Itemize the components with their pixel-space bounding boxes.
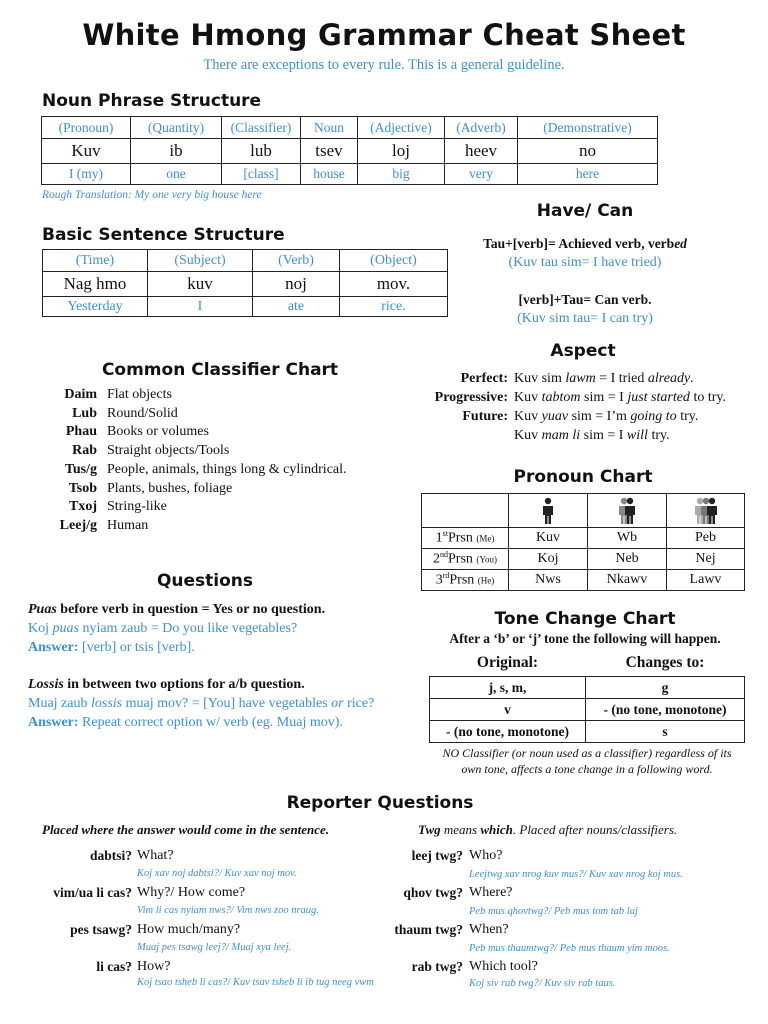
aspect-label: Perfect: bbox=[460, 371, 508, 386]
pronoun-row-label: 1stPrsn (Me) bbox=[422, 528, 509, 549]
pronoun-table bbox=[421, 493, 745, 591]
bs-hmong: Nag hmo bbox=[43, 272, 148, 297]
classifier-row: Phau Books or volumes bbox=[65, 424, 209, 440]
np-header: (Quantity) bbox=[131, 117, 222, 139]
bs-header: (Time) bbox=[43, 250, 148, 272]
reporter-example: Peb mus qhovtwg?/ Peb mus tom tab laj bbox=[469, 906, 638, 917]
reporter-meaning: Which tool? bbox=[469, 959, 538, 974]
reporter-left-intro: Placed where the answer would come in the sentence. bbox=[42, 822, 330, 837]
pronoun-cell: Nej bbox=[667, 549, 745, 570]
page-title: White Hmong Grammar Cheat Sheet bbox=[82, 18, 686, 52]
reporter-meaning: Who? bbox=[469, 848, 503, 863]
aspect-example: Kuv tabtom sim = I just started to try. bbox=[514, 390, 726, 405]
reporter-example: Koj xav noj dabtsi?/ Kuv xav noj mov. bbox=[137, 868, 297, 879]
have-can-rule-2: [verb]+Tau= Can verb. bbox=[518, 292, 652, 307]
np-english: big bbox=[358, 164, 445, 185]
bs-hmong: mov. bbox=[340, 272, 448, 297]
classifier-row: Rab Straight objects/Tools bbox=[72, 443, 230, 459]
reporter-meaning: What? bbox=[137, 848, 174, 863]
noun-phrase-table bbox=[41, 116, 658, 185]
basic-sentence-table bbox=[42, 249, 448, 317]
tone-original: - (no tone, monotone) bbox=[430, 721, 586, 743]
have-can-rule-1 bbox=[440, 236, 730, 252]
reporter-meaning: Why?/ How come? bbox=[137, 885, 246, 900]
np-english: house bbox=[301, 164, 358, 185]
question-answer-2: Answer: Repeat correct option w/ verb (eg. Muaj mov). bbox=[28, 715, 343, 730]
bs-header: (Verb) bbox=[253, 250, 340, 272]
pronoun-corner bbox=[422, 494, 509, 528]
pronoun-row-label: 2ndPrsn (You) bbox=[422, 549, 509, 570]
classifier-row: Tsob Plants, bushes, foliage bbox=[68, 480, 233, 496]
reporter-word: thaum twg? bbox=[394, 922, 463, 937]
np-english: very bbox=[445, 164, 518, 185]
singular-icon bbox=[509, 494, 588, 528]
aspect-label: Progressive: bbox=[434, 390, 508, 405]
bs-header: (Object) bbox=[340, 250, 448, 272]
dual-icon bbox=[588, 494, 667, 528]
np-hmong: lub bbox=[222, 139, 301, 164]
pronoun-cell: Neb bbox=[588, 549, 667, 570]
reporter-meaning: How much/many? bbox=[137, 922, 241, 937]
tone-changed: g bbox=[586, 677, 745, 699]
have-can-example-2: (Kuv sim tau= I can try) bbox=[517, 311, 653, 326]
tone-heading: Tone Change Chart bbox=[494, 609, 676, 629]
tone-col-changes: Changes to: bbox=[625, 654, 705, 671]
rough-translation: Rough Translation: My one very big house here bbox=[42, 189, 262, 201]
reporter-right-intro: Twg means which. Placed after nouns/classifiers. bbox=[418, 822, 678, 837]
pronoun-cell: Koj bbox=[509, 549, 588, 570]
aspect-heading: Aspect bbox=[550, 341, 616, 361]
question-rule-1: Puas before verb in question = Yes or no question. bbox=[28, 602, 326, 617]
noun-phrase-heading: Noun Phrase Structure bbox=[42, 91, 262, 111]
np-header: (Demonstrative) bbox=[518, 117, 658, 139]
tone-changed: s bbox=[586, 721, 745, 743]
reporter-heading: Reporter Questions bbox=[286, 793, 474, 813]
np-header: (Pronoun) bbox=[42, 117, 131, 139]
np-english: [class] bbox=[222, 164, 301, 185]
rule-text: Tau+[verb]= Achieved verb, verb bbox=[483, 236, 675, 251]
np-header: (Adverb) bbox=[445, 117, 518, 139]
pronoun-cell: Nkawv bbox=[588, 570, 667, 591]
aspect-example: Kuv mam li sim = I will try. bbox=[514, 428, 670, 443]
classifier-row: Tus/g People, animals, things long & cylindrical. bbox=[64, 461, 347, 477]
classifier-row: Leej/g Human bbox=[59, 517, 149, 533]
plural-icon bbox=[667, 494, 745, 528]
question-rule-2: Lossis in between two options for a/b question. bbox=[28, 677, 305, 692]
reporter-word: leej twg? bbox=[411, 848, 463, 863]
bs-english: ate bbox=[253, 297, 340, 317]
bs-hmong: noj bbox=[253, 272, 340, 297]
bs-english: rice. bbox=[340, 297, 448, 317]
page-subtitle: There are exceptions to every rule. This is a general guideline. bbox=[203, 57, 565, 73]
np-header: (Classifier) bbox=[222, 117, 301, 139]
reporter-meaning: How? bbox=[137, 959, 171, 974]
bs-english: Yesterday bbox=[43, 297, 148, 317]
aspect-example: Kuv sim lawm = I tried already. bbox=[514, 371, 694, 386]
np-english: here bbox=[518, 164, 658, 185]
reporter-meaning: Where? bbox=[469, 885, 513, 900]
reporter-meaning: When? bbox=[469, 922, 509, 937]
np-english: I (my) bbox=[42, 164, 131, 185]
np-hmong: loj bbox=[358, 139, 445, 164]
pronoun-cell: Lawv bbox=[667, 570, 745, 591]
classifier-row: Lub Round/Solid bbox=[72, 405, 178, 421]
question-answer-1: Answer: [verb] or tsis [verb]. bbox=[28, 640, 195, 655]
pronoun-heading: Pronoun Chart bbox=[513, 467, 653, 487]
tone-original: j, s, m, bbox=[430, 677, 586, 699]
reporter-example: Koj siv rab twg?/ Kuv siv rab taus. bbox=[469, 978, 616, 989]
questions-heading: Questions bbox=[156, 571, 254, 591]
tone-rule: After a ‘b’ or ‘j’ tone the following will happen. bbox=[449, 631, 721, 646]
np-header: Noun bbox=[301, 117, 358, 139]
aspect-example: Kuv yuav sim = I’m going to try. bbox=[514, 409, 699, 424]
reporter-example: Peb mus thaumtwg?/ Peb mus thaum yim moos. bbox=[469, 943, 670, 954]
reporter-example: Koj tsao tsheb li cas?/ Kuv tsav tsheb li ib tug neeg vwm bbox=[137, 977, 374, 988]
pronoun-row-label: 3rdPrsn (He) bbox=[422, 570, 509, 591]
question-example-2: Muaj zaub lossis muaj mov? = [You] have vegetables or rice? bbox=[28, 696, 375, 711]
reporter-word: vim/ua li cas? bbox=[53, 885, 132, 900]
classifier-row: Daim Flat objects bbox=[64, 387, 172, 402]
pronoun-cell: Wb bbox=[588, 528, 667, 549]
reporter-word: dabtsi? bbox=[89, 848, 132, 863]
question-example-1: Koj puas nyiam zaub = Do you like vegetables? bbox=[28, 621, 298, 636]
np-hmong: tsev bbox=[301, 139, 358, 164]
pronoun-cell: Kuv bbox=[509, 528, 588, 549]
pronoun-cell: Nws bbox=[509, 570, 588, 591]
np-hmong: ib bbox=[131, 139, 222, 164]
tone-table bbox=[429, 676, 745, 743]
np-header: (Adjective) bbox=[358, 117, 445, 139]
have-can-example-1: (Kuv tau sim= I have tried) bbox=[508, 255, 662, 270]
reporter-word: pes tsawg? bbox=[70, 922, 132, 937]
np-hmong: no bbox=[518, 139, 658, 164]
bs-hmong: kuv bbox=[148, 272, 253, 297]
classifier-heading: Common Classifier Chart bbox=[101, 360, 339, 380]
reporter-word: qhov twg? bbox=[403, 885, 463, 900]
reporter-word: rab twg? bbox=[411, 959, 463, 974]
pronoun-cell: Peb bbox=[667, 528, 745, 549]
tone-col-original: Original: bbox=[476, 654, 539, 671]
bs-header: (Subject) bbox=[148, 250, 253, 272]
tone-changed: - (no tone, monotone) bbox=[586, 699, 745, 721]
classifier-row: Txoj String-like bbox=[69, 499, 167, 515]
bs-english: I bbox=[148, 297, 253, 317]
aspect-label: Future: bbox=[462, 409, 508, 424]
np-hmong: heev bbox=[445, 139, 518, 164]
reporter-example: Muaj pes tsawg leej?/ Muaj xya leej. bbox=[137, 942, 292, 953]
np-english: one bbox=[131, 164, 222, 185]
np-hmong: Kuv bbox=[42, 139, 131, 164]
tone-note: NO Classifier (or noun used as a classifier) regardless of its own tone, affects a tone change in a following word. bbox=[442, 746, 732, 776]
reporter-word: li cas? bbox=[96, 959, 132, 974]
have-can-heading: Have/ Can bbox=[536, 201, 634, 221]
reporter-example: Leejtwg xav nrog kuv mus?/ Kuv xav nrog koj mus. bbox=[469, 869, 683, 880]
tone-original: v bbox=[430, 699, 586, 721]
basic-sentence-heading: Basic Sentence Structure bbox=[42, 225, 285, 245]
reporter-example: Vim li cas nyiam nws?/ Vim nws zoo nraug. bbox=[137, 905, 319, 916]
rule-suffix: ed bbox=[674, 236, 687, 251]
